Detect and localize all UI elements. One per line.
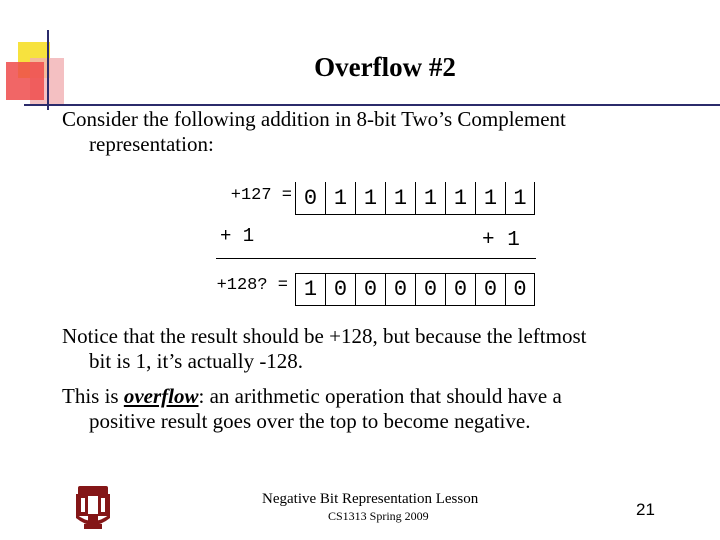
row3-bit: 0 (385, 273, 415, 306)
overflow-definition: : an arithmetic operation that should have a (198, 384, 562, 408)
row1-bit: 1 (385, 182, 415, 215)
row2-label: + 1 (220, 225, 255, 247)
slide-title: Overflow #2 (314, 52, 456, 82)
row1-bit: 1 (505, 182, 535, 215)
row1-bit: 1 (475, 182, 505, 215)
row3-bit: 0 (475, 273, 505, 306)
intro-paragraph (62, 107, 682, 157)
intro-line-1: Consider the following addition in 8-bit Two’s Complement (62, 107, 566, 131)
row2-plus-one: + 1 (482, 229, 520, 252)
title-underline (24, 104, 720, 106)
intro-line-2: representation: (89, 132, 214, 156)
sum-rule (216, 258, 536, 259)
row1-bit: 1 (355, 182, 385, 215)
university-logo-icon (72, 484, 114, 530)
row3-bit: 1 (295, 273, 325, 306)
notice-line-1: Notice that the result should be +128, but because the leftmost (62, 324, 587, 348)
row1-bit: 0 (295, 182, 325, 215)
notice-line-2: bit is 1, it’s actually -128. (89, 349, 304, 373)
row3-label: +128? = (216, 276, 288, 295)
row3-bit: 0 (505, 273, 535, 306)
footer-lesson-title: Negative Bit Representation Lesson (262, 491, 479, 507)
row1-bits (295, 182, 535, 215)
row3-bits (295, 273, 535, 306)
overflow-prefix: This is (62, 384, 124, 408)
row1-bit: 1 (445, 182, 475, 215)
row1-bit: 1 (415, 182, 445, 215)
row3-bit: 0 (355, 273, 385, 306)
overflow-term: overflow (123, 384, 199, 408)
row3-bit: 0 (325, 273, 355, 306)
notice-paragraph (62, 324, 682, 374)
row3-bit: 0 (415, 273, 445, 306)
overflow-line-2: positive result goes over the top to become negative. (89, 409, 531, 433)
footer-course: CS1313 Spring 2009 (328, 509, 429, 523)
row3-bit: 0 (445, 273, 475, 306)
overflow-paragraph (62, 384, 682, 434)
row1-label: +127 = (230, 186, 292, 205)
page-number: 21 (636, 500, 655, 519)
row1-bit: 1 (325, 182, 355, 215)
